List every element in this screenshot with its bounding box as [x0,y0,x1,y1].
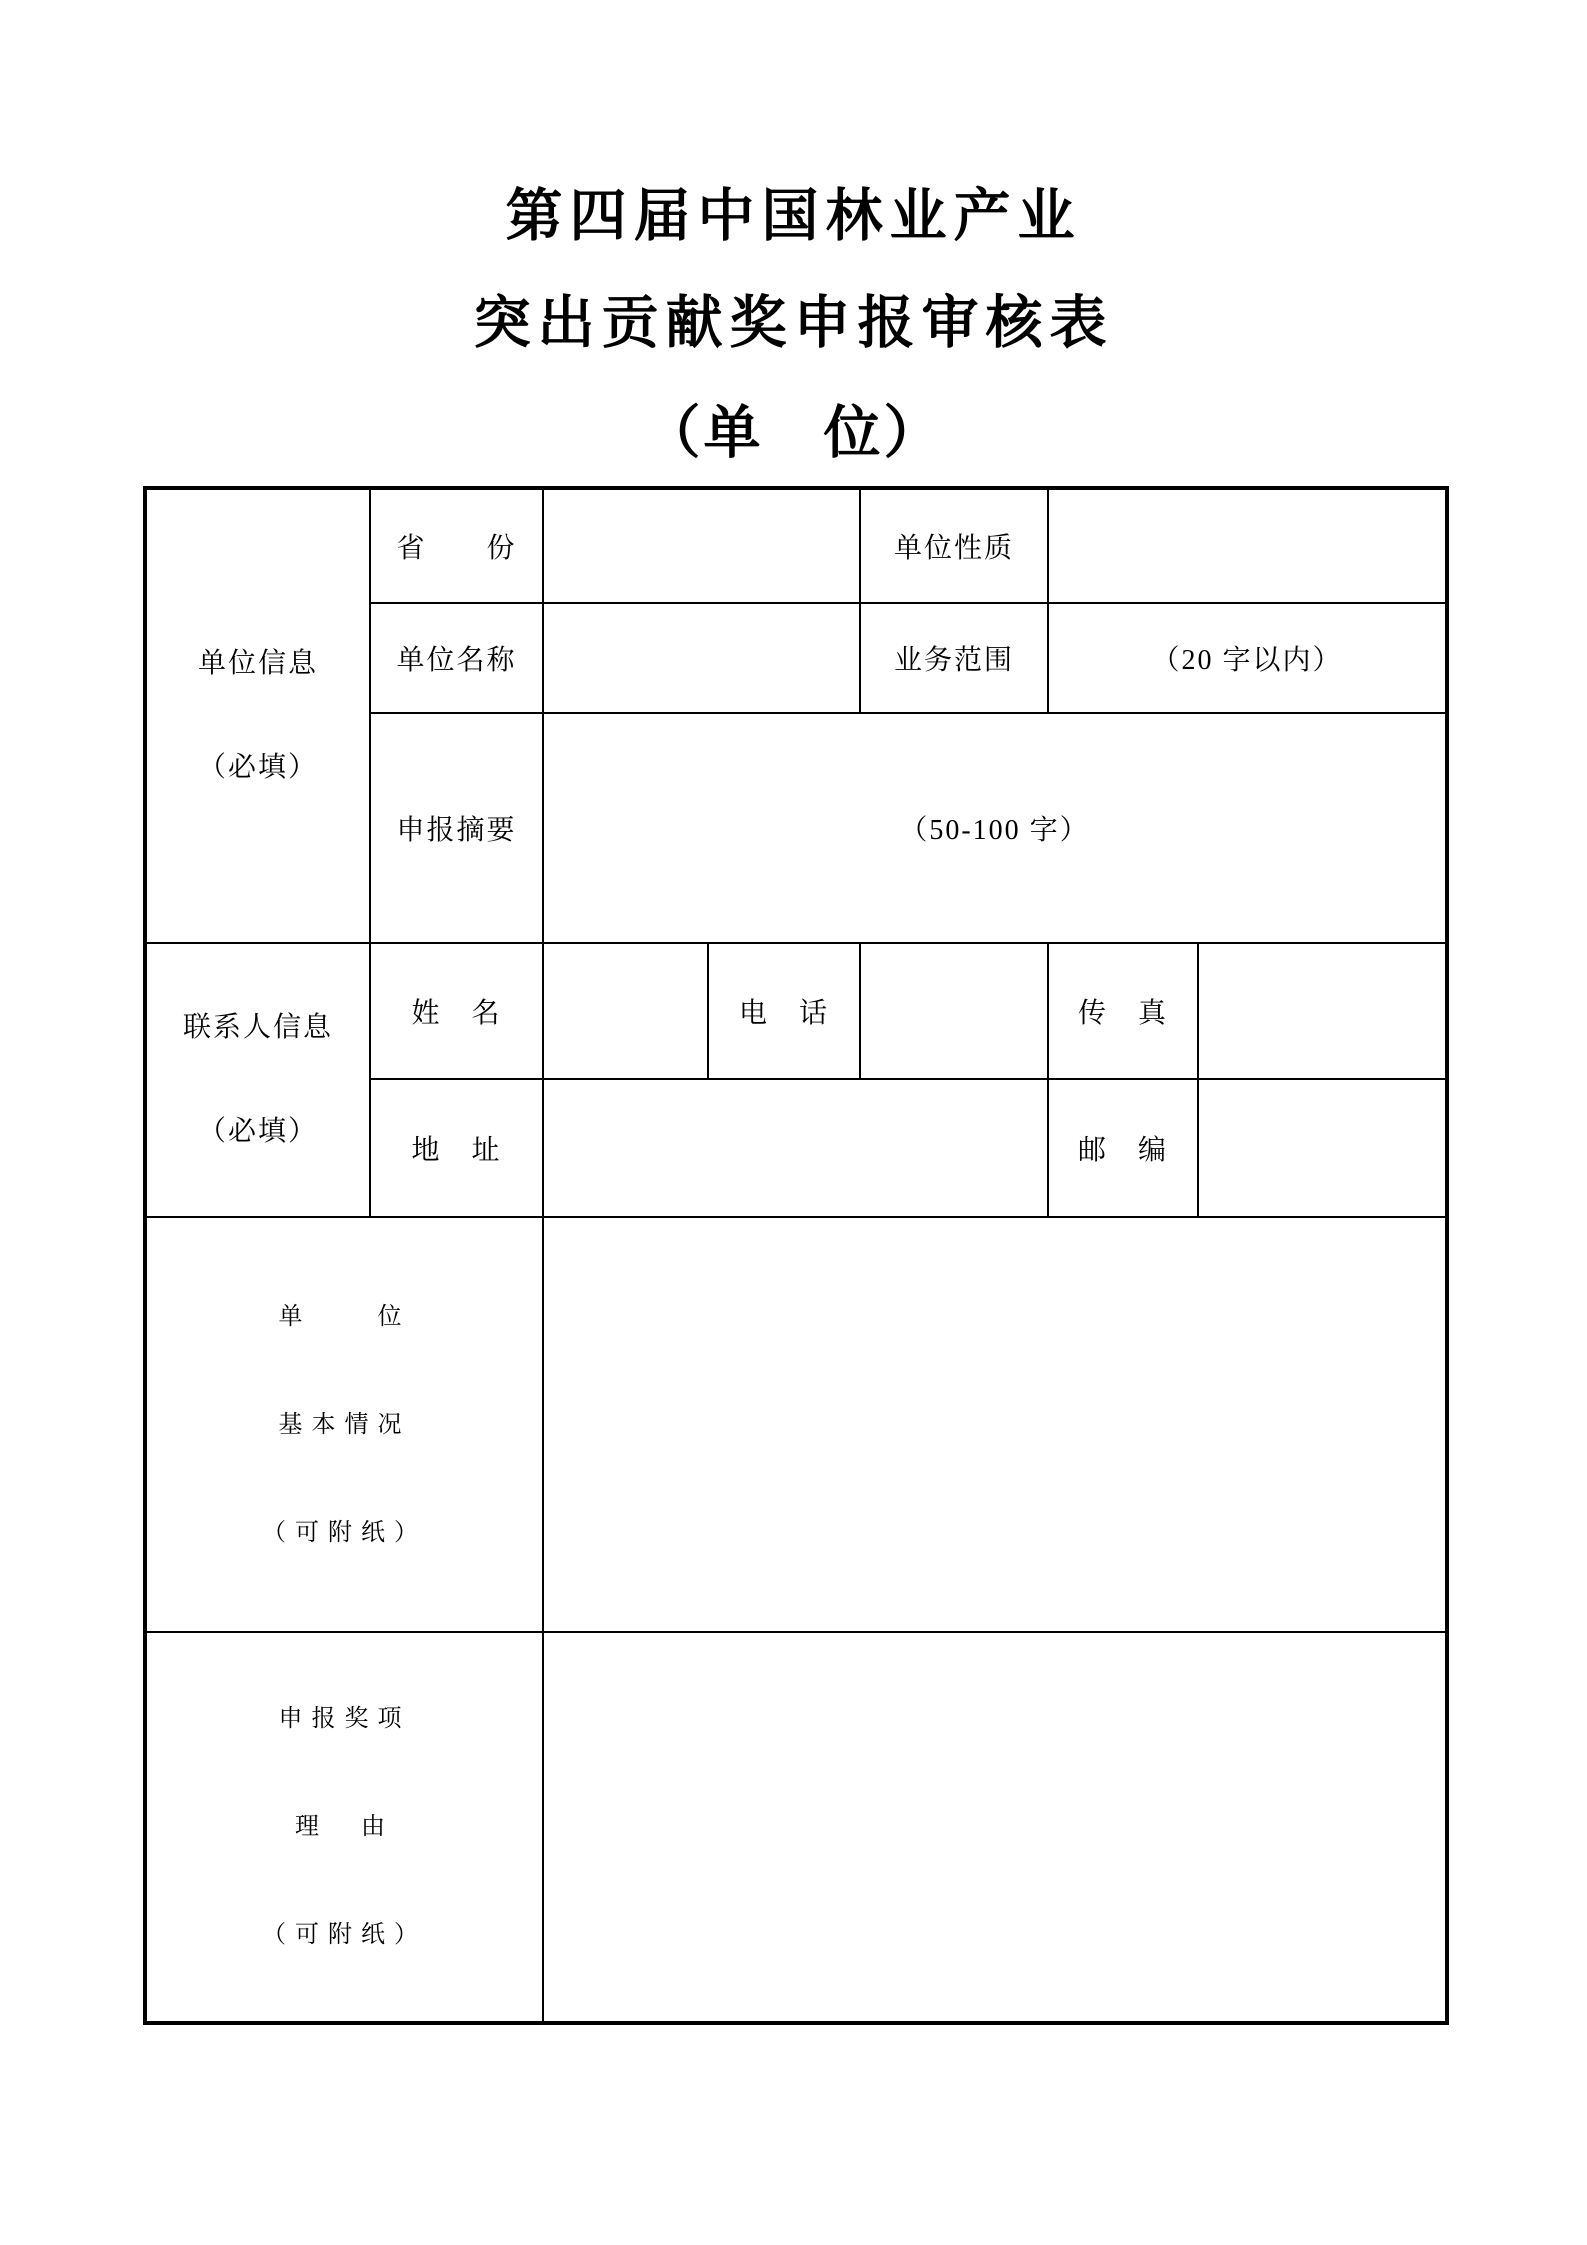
postcode-label: 邮 编 [1048,1079,1198,1217]
row-basic-info [145,1217,1447,1632]
postcode-input-cell[interactable] [1198,1079,1447,1217]
basic-info-label-line2: 基本情况 [278,1411,411,1438]
phone-input-cell[interactable] [860,943,1048,1079]
unit-nature-input-cell[interactable] [1048,488,1447,603]
province-label: 省 份 [370,488,543,603]
reason-label-line1: 申报奖项 [278,1706,411,1732]
basic-info-label-line3: （可附纸） [262,1519,427,1546]
basic-info-label-line1: 单 位 [278,1303,411,1330]
document-title-line-2: 突出贡献奖申报审核表 [473,292,1114,355]
name-input-cell[interactable] [543,943,708,1079]
fax-label: 传 真 [1048,943,1198,1079]
reason-label-line2: 理 由 [295,1814,394,1840]
document-title-line-1: 第四届中国林业产业 [505,185,1082,248]
unit-name-input-cell[interactable] [543,603,860,713]
row-province [145,488,1447,603]
unit-info-section-label-line2: （必填） [197,752,318,783]
name-label: 姓 名 [370,943,543,1079]
reason-section-label [145,1632,543,2023]
contact-section-label [145,943,370,1217]
phone-label: 电 话 [708,943,860,1079]
address-label: 地 址 [370,1079,543,1217]
unit-nature-label: 单位性质 [860,488,1048,603]
unit-name-label: 单位名称 [370,603,543,713]
document-title-line-3: （单 位） [643,402,944,465]
reason-input-cell[interactable] [543,1632,1447,2023]
basic-info-section-label [145,1217,543,1632]
fax-input-cell[interactable] [1198,943,1447,1079]
business-scope-input-cell[interactable]: （20 字以内） [1048,603,1447,713]
province-input-cell[interactable] [543,488,860,603]
summary-label: 申报摘要 [370,713,543,943]
contact-section-label-line1: 联系人信息 [182,1012,333,1043]
address-input-cell[interactable] [543,1079,1048,1217]
summary-input-cell[interactable]: （50-100 字） [543,713,1447,943]
reason-label-line3: （可附纸） [262,1922,427,1948]
application-form-table [143,486,1449,2025]
business-scope-label: 业务范围 [860,603,1048,713]
unit-info-section-label [145,488,370,943]
row-reason [145,1632,1447,2023]
contact-section-label-line2: （必填） [197,1116,318,1147]
basic-info-input-cell[interactable] [543,1217,1447,1632]
unit-info-section-label-line1: 单位信息 [197,648,318,679]
row-contact-name [145,943,1447,1079]
